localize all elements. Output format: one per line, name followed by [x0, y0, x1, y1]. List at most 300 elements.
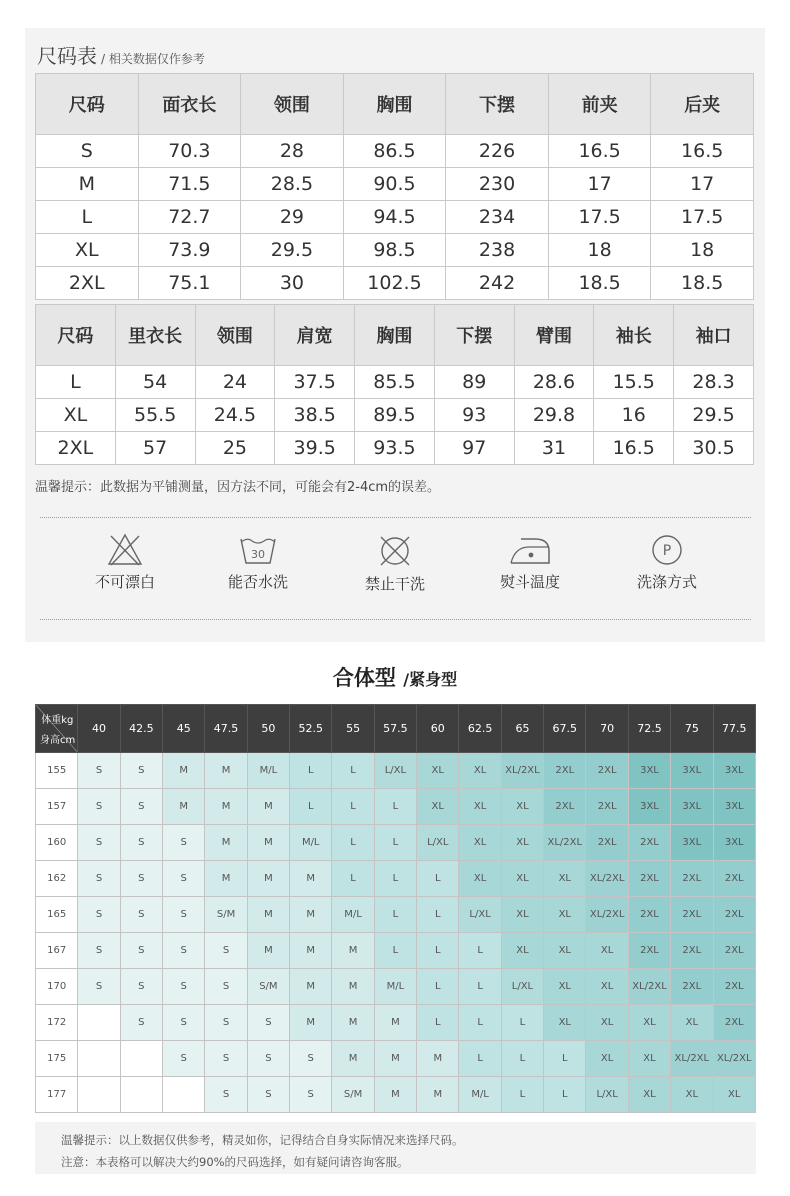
table-row [36, 861, 756, 897]
size-cell: L [374, 789, 416, 825]
outer-size-table [35, 73, 754, 300]
divider [40, 517, 751, 518]
size-cell: S [247, 1077, 289, 1113]
size-cell: S/M [332, 1077, 374, 1113]
table-cell: 18 [651, 234, 754, 267]
size-cell: 3XL [713, 825, 756, 861]
size-cell: XL [501, 933, 543, 969]
size-cell: 2XL [628, 933, 670, 969]
size-cell: XL [459, 753, 501, 789]
size-chart-subtitle: / 相关数据仅作参考 [101, 52, 205, 66]
size-cell: M [290, 969, 332, 1005]
table-row [36, 753, 756, 789]
table-row [36, 969, 756, 1005]
table-cell: 102.5 [343, 267, 446, 300]
size-cell: M [205, 789, 247, 825]
size-cell: L/XL [501, 969, 543, 1005]
size-cell: M [290, 897, 332, 933]
size-cell: XL [628, 1041, 670, 1077]
size-cell: S [163, 1005, 205, 1041]
no-bleach-icon [107, 533, 143, 567]
size-cell: L [459, 933, 501, 969]
size-cell: XL [544, 1005, 586, 1041]
table-cell: 18.5 [651, 267, 754, 300]
size-cell: M [417, 1077, 459, 1113]
table-cell: 17 [651, 168, 754, 201]
weight-header: 57.5 [374, 705, 416, 753]
size-cell: XL [417, 753, 459, 789]
size-cell: M/L [459, 1077, 501, 1113]
size-cell: S [78, 753, 120, 789]
inner-size-table [35, 304, 754, 465]
size-cell: XL [586, 1005, 628, 1041]
table-cell: 16.5 [651, 135, 754, 168]
header-corner [36, 705, 78, 753]
weight-header: 75 [671, 705, 713, 753]
size-cell: M [247, 861, 289, 897]
height-cell: 172 [36, 1005, 78, 1041]
table-cell: 55.5 [115, 399, 195, 432]
size-cell: S [205, 1077, 247, 1113]
size-cell: L/XL [459, 897, 501, 933]
size-cell: M [290, 933, 332, 969]
size-cell: 2XL [713, 897, 756, 933]
size-cell: XL [544, 861, 586, 897]
table-row [36, 366, 754, 399]
header-cell: 尺码 [36, 305, 116, 366]
height-axis-label: 身高cm [40, 735, 76, 746]
size-cell: S [163, 825, 205, 861]
size-cell: XL/2XL [586, 897, 628, 933]
size-cell: S [78, 789, 120, 825]
weight-header: 67.5 [544, 705, 586, 753]
size-cell [163, 1077, 205, 1113]
table-cell: 17.5 [548, 201, 651, 234]
size-cell: L/XL [374, 753, 416, 789]
height-cell: 167 [36, 933, 78, 969]
size-cell: S [120, 969, 162, 1005]
table-cell: 29.5 [241, 234, 344, 267]
size-cell: L [417, 861, 459, 897]
size-cell: 3XL [713, 753, 756, 789]
table-row [36, 789, 756, 825]
size-cell: L/XL [417, 825, 459, 861]
size-cell: L [417, 1005, 459, 1041]
size-cell: 3XL [671, 825, 713, 861]
table-cell: 73.9 [138, 234, 241, 267]
size-cell: 2XL [713, 933, 756, 969]
care-label: 不可漂白 [94, 573, 155, 591]
size-cell [78, 1041, 120, 1077]
table-cell: 28.6 [514, 366, 594, 399]
header-cell: 领围 [241, 74, 344, 135]
size-cell: XL [459, 825, 501, 861]
table-cell: S [36, 135, 139, 168]
size-cell: L [374, 861, 416, 897]
table-cell: 29.8 [514, 399, 594, 432]
table-cell: 71.5 [138, 168, 241, 201]
fit-title: 合体型 /紧身型 [332, 666, 458, 690]
table-cell: 38.5 [275, 399, 355, 432]
table-cell: 89 [434, 366, 514, 399]
size-cell: L [332, 861, 374, 897]
weight-header: 70 [586, 705, 628, 753]
height-cell: 157 [36, 789, 78, 825]
size-cell: M [247, 789, 289, 825]
table-cell: 29 [241, 201, 344, 234]
table-cell: 57 [115, 432, 195, 465]
divider [40, 619, 751, 620]
size-cell: S [163, 897, 205, 933]
size-cell: S [120, 753, 162, 789]
care-wash [198, 533, 318, 592]
table-cell: 2XL [36, 432, 116, 465]
size-cell: XL [586, 969, 628, 1005]
care-label: 禁止干洗 [364, 575, 425, 593]
weight-header: 47.5 [205, 705, 247, 753]
size-cell: S [120, 1005, 162, 1041]
header-cell: 下摆 [446, 74, 549, 135]
height-cell: 155 [36, 753, 78, 789]
size-cell: L [290, 753, 332, 789]
table-cell: 93.5 [355, 432, 435, 465]
size-cell: L [332, 825, 374, 861]
size-cell: L [459, 1041, 501, 1077]
size-cell: S [205, 933, 247, 969]
no-dry-clean-icon [377, 533, 413, 569]
size-cell: L [417, 933, 459, 969]
header-cell: 前夹 [548, 74, 651, 135]
table-cell: 17.5 [651, 201, 754, 234]
size-cell: L [501, 1077, 543, 1113]
table-cell: 18.5 [548, 267, 651, 300]
size-cell: XL [459, 789, 501, 825]
table-cell: 30.5 [674, 432, 754, 465]
table-cell: 15.5 [594, 366, 674, 399]
size-cell: 3XL [713, 789, 756, 825]
size-cell: S [205, 1005, 247, 1041]
header-cell: 胸围 [343, 74, 446, 135]
size-cell: S [247, 1005, 289, 1041]
table-cell: 16.5 [594, 432, 674, 465]
size-cell: XL [417, 789, 459, 825]
header-cell: 面衣长 [138, 74, 241, 135]
table-row [36, 201, 754, 234]
table-cell: 18 [548, 234, 651, 267]
table-row [36, 168, 754, 201]
size-cell: M [205, 825, 247, 861]
table-cell: 2XL [36, 267, 139, 300]
size-cell: 2XL [586, 789, 628, 825]
weight-header: 42.5 [120, 705, 162, 753]
size-cell: L [374, 825, 416, 861]
height-cell: 175 [36, 1041, 78, 1077]
table-cell: XL [36, 399, 116, 432]
size-cell: XL [713, 1077, 756, 1113]
size-cell: XL/2XL [501, 753, 543, 789]
svg-text:P: P [662, 543, 672, 559]
svg-text:30: 30 [251, 548, 265, 561]
table-header-row [36, 705, 756, 753]
size-cell: L [544, 1077, 586, 1113]
table-row [36, 897, 756, 933]
table-cell: 28.5 [241, 168, 344, 201]
size-cell: XL [586, 1041, 628, 1077]
table-cell: 75.1 [138, 267, 241, 300]
table-cell: 90.5 [343, 168, 446, 201]
care-label: 洗涤方式 [636, 573, 697, 591]
weight-header: 72.5 [628, 705, 670, 753]
size-cell: S/M [247, 969, 289, 1005]
dry-clean-p-icon [650, 533, 684, 567]
size-cell: XL/2XL [628, 969, 670, 1005]
size-cell: M/L [374, 969, 416, 1005]
size-cell: S [120, 861, 162, 897]
size-cell: XL/2XL [586, 861, 628, 897]
size-cell: XL/2XL [544, 825, 586, 861]
weight-header: 62.5 [459, 705, 501, 753]
size-cell: S/M [205, 897, 247, 933]
size-cell: L [501, 1041, 543, 1077]
table-cell: 16.5 [548, 135, 651, 168]
size-recommendation-table [35, 704, 756, 1113]
size-cell: M [332, 1005, 374, 1041]
size-cell: S [120, 933, 162, 969]
size-cell: M [332, 933, 374, 969]
size-cell: XL [459, 861, 501, 897]
table-cell: 25 [195, 432, 275, 465]
size-cell: L [374, 933, 416, 969]
size-cell: 2XL [671, 897, 713, 933]
weight-header: 50 [247, 705, 289, 753]
table-cell: 24.5 [195, 399, 275, 432]
table-cell: 238 [446, 234, 549, 267]
size-cell: XL [544, 933, 586, 969]
size-cell: 3XL [628, 789, 670, 825]
header-cell: 袖口 [674, 305, 754, 366]
header-cell: 肩宽 [275, 305, 355, 366]
size-cell: S [78, 861, 120, 897]
table-cell: 94.5 [343, 201, 446, 234]
header-cell: 后夹 [651, 74, 754, 135]
size-cell: S [247, 1041, 289, 1077]
size-cell: XL [501, 861, 543, 897]
footer-notes [35, 1122, 756, 1174]
table-header-row [36, 305, 754, 366]
size-cell: S [163, 969, 205, 1005]
size-cell: 2XL [671, 969, 713, 1005]
size-cell: L [459, 1005, 501, 1041]
size-cell: S [120, 825, 162, 861]
size-cell: M [247, 825, 289, 861]
size-cell: S [78, 897, 120, 933]
table-cell: 242 [446, 267, 549, 300]
size-cell: S [163, 933, 205, 969]
weight-header: 45 [163, 705, 205, 753]
table-cell: M [36, 168, 139, 201]
size-cell: 2XL [628, 861, 670, 897]
size-cell: M/L [247, 753, 289, 789]
size-chart-title: 尺码表 / 相关数据仅作参考 [37, 44, 205, 68]
size-cell: M [374, 1077, 416, 1113]
size-cell: S [163, 1041, 205, 1077]
size-cell: S [163, 861, 205, 897]
size-cell: 3XL [671, 789, 713, 825]
height-cell: 160 [36, 825, 78, 861]
header-cell: 胸围 [355, 305, 435, 366]
table-row [36, 825, 756, 861]
size-cell: L [417, 897, 459, 933]
care-label: 能否水洗 [227, 573, 288, 591]
size-cell: M [205, 753, 247, 789]
size-cell: M [332, 969, 374, 1005]
size-cell: M/L [290, 825, 332, 861]
table-cell: 54 [115, 366, 195, 399]
weight-header: 60 [417, 705, 459, 753]
weight-header: 40 [78, 705, 120, 753]
size-cell: S [205, 969, 247, 1005]
size-cell: XL [586, 933, 628, 969]
size-cell: 2XL [586, 753, 628, 789]
table-cell: 37.5 [275, 366, 355, 399]
size-cell: 2XL [713, 969, 756, 1005]
care-no-dry-clean [335, 533, 455, 594]
size-cell: S [120, 897, 162, 933]
size-cell: M [247, 897, 289, 933]
table-cell: 31 [514, 432, 594, 465]
size-cell: M [247, 933, 289, 969]
size-cell: M [163, 789, 205, 825]
table-cell: 234 [446, 201, 549, 234]
size-cell: L [501, 1005, 543, 1041]
size-cell: M [332, 1041, 374, 1077]
header-cell: 下摆 [434, 305, 514, 366]
table-cell: 97 [434, 432, 514, 465]
size-cell: S [78, 825, 120, 861]
care-no-bleach [65, 533, 185, 592]
table-cell: 89.5 [355, 399, 435, 432]
size-cell [120, 1041, 162, 1077]
size-cell: S [290, 1077, 332, 1113]
table-row [36, 1005, 756, 1041]
weight-header: 65 [501, 705, 543, 753]
table-cell: 86.5 [343, 135, 446, 168]
table-row [36, 933, 756, 969]
size-cell: XL [501, 897, 543, 933]
size-cell: XL/2XL [671, 1041, 713, 1077]
size-cell: M [163, 753, 205, 789]
table-cell: XL [36, 234, 139, 267]
weight-header: 77.5 [713, 705, 756, 753]
header-cell: 袖长 [594, 305, 674, 366]
weight-header: 52.5 [290, 705, 332, 753]
table-cell: 24 [195, 366, 275, 399]
size-cell: L [459, 969, 501, 1005]
size-cell: M [374, 1041, 416, 1077]
table-cell: 39.5 [275, 432, 355, 465]
table-cell: 28.3 [674, 366, 754, 399]
table-cell: 30 [241, 267, 344, 300]
size-chart-panel [25, 28, 765, 642]
table-cell: 93 [434, 399, 514, 432]
size-cell: M [417, 1041, 459, 1077]
size-cell: XL/2XL [713, 1041, 756, 1077]
header-cell: 尺码 [36, 74, 139, 135]
height-cell: 162 [36, 861, 78, 897]
size-cell: 2XL [628, 897, 670, 933]
table-cell: L [36, 366, 116, 399]
size-cell: 2XL [671, 861, 713, 897]
size-cell: L [544, 1041, 586, 1077]
fit-subtitle: /紧身型 [403, 670, 458, 689]
size-cell [120, 1077, 162, 1113]
size-cell: 2XL [671, 933, 713, 969]
table-cell: 230 [446, 168, 549, 201]
care-method [607, 533, 727, 592]
care-label: 熨斗温度 [499, 573, 560, 591]
size-cell: L/XL [586, 1077, 628, 1113]
size-cell: 2XL [713, 861, 756, 897]
table-row [36, 267, 754, 300]
table-row [36, 399, 754, 432]
size-cell: 2XL [544, 789, 586, 825]
size-cell: L [374, 897, 416, 933]
table-row [36, 135, 754, 168]
table-cell: 16 [594, 399, 674, 432]
size-cell: XL [671, 1005, 713, 1041]
size-cell: XL [501, 789, 543, 825]
table-cell: 28 [241, 135, 344, 168]
size-cell: XL [628, 1005, 670, 1041]
table-cell: 85.5 [355, 366, 435, 399]
header-cell: 领围 [195, 305, 275, 366]
size-cell: S [290, 1041, 332, 1077]
size-cell [78, 1005, 120, 1041]
size-cell: 3XL [628, 753, 670, 789]
size-cell: XL [544, 897, 586, 933]
size-cell: XL [671, 1077, 713, 1113]
height-cell: 165 [36, 897, 78, 933]
size-cell: S [205, 1041, 247, 1077]
size-cell: 2XL [544, 753, 586, 789]
size-cell: M [290, 1005, 332, 1041]
wash-30-icon [238, 533, 278, 567]
height-cell: 177 [36, 1077, 78, 1113]
size-cell: 2XL [586, 825, 628, 861]
header-cell: 里衣长 [115, 305, 195, 366]
table-cell: 29.5 [674, 399, 754, 432]
table-cell: 70.3 [138, 135, 241, 168]
size-cell: XL [501, 825, 543, 861]
size-cell: L [332, 789, 374, 825]
table-header-row [36, 74, 754, 135]
size-cell: M [374, 1005, 416, 1041]
footer-note: 注意：本表格可以解决大约90%的尺码选择，如有疑问请咨询客服。 [61, 1155, 409, 1169]
size-cell: M/L [332, 897, 374, 933]
table-cell: 98.5 [343, 234, 446, 267]
size-cell: XL [544, 969, 586, 1005]
table-row [36, 1077, 756, 1113]
size-cell: L [332, 753, 374, 789]
table-row [36, 234, 754, 267]
size-cell: S [120, 789, 162, 825]
size-cell: 3XL [671, 753, 713, 789]
table-cell: 226 [446, 135, 549, 168]
height-cell: 170 [36, 969, 78, 1005]
care-iron [470, 533, 590, 592]
table-row [36, 1041, 756, 1077]
size-cell: 2XL [628, 825, 670, 861]
